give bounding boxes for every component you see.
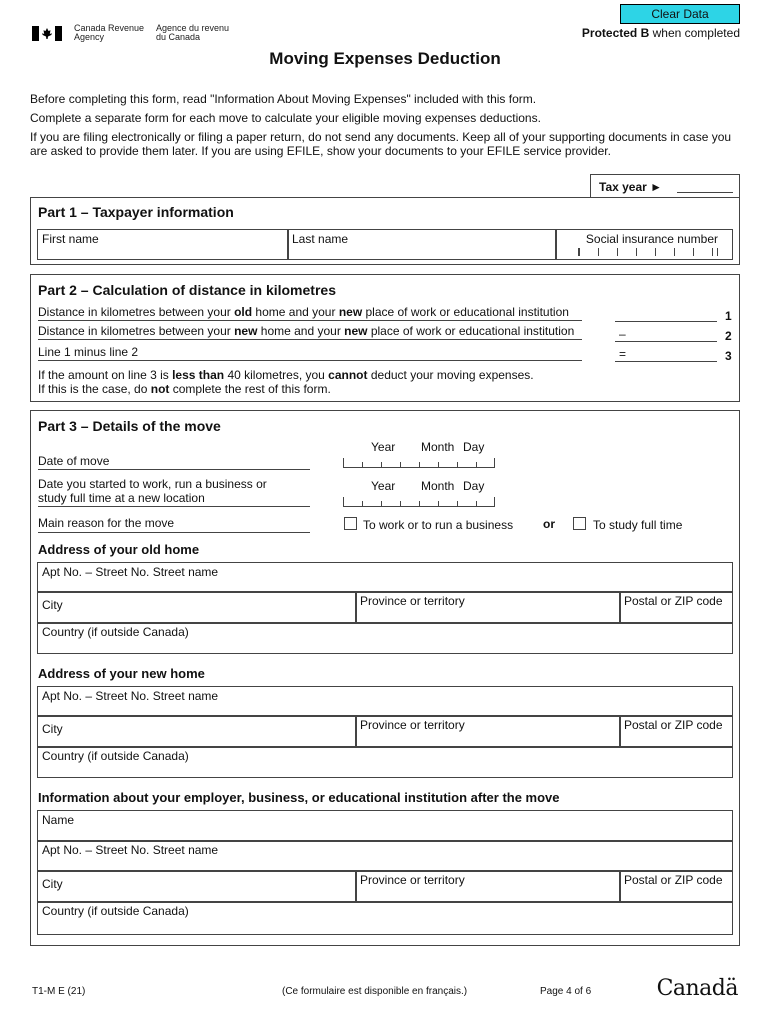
agency-name-en: Canada Revenue Agency	[74, 23, 145, 42]
employer-city-field[interactable]: City	[37, 870, 357, 903]
old-postal-field[interactable]: Postal or ZIP code	[619, 591, 733, 624]
employer-title: Information about your employer, business, or educational institution after the move	[38, 790, 560, 805]
old-country-field[interactable]: Country (if outside Canada)	[37, 622, 733, 654]
form-id: T1-M E (21)	[32, 986, 86, 997]
employer-postal-field[interactable]: Postal or ZIP code	[619, 870, 733, 903]
line2-number: 2	[725, 329, 732, 343]
new-street-field[interactable]: Apt No. – Street No. Street name	[37, 686, 733, 717]
line3-number: 3	[725, 349, 732, 363]
main-reason-label: Main reason for the move	[38, 516, 310, 533]
canada-wordmark-logo: Canadä	[656, 976, 738, 1001]
part2-line1-label: Distance in kilometres between your old home and your new place of work or educational institution	[38, 305, 582, 321]
line3-amount-input[interactable]	[615, 361, 717, 362]
new-province-field[interactable]: Province or territory	[355, 715, 621, 748]
form-title: Moving Expenses Deduction	[269, 49, 501, 68]
date2-day-label: Day	[463, 479, 485, 493]
employer-country-field[interactable]: Country (if outside Canada)	[37, 901, 733, 935]
minus-sign: –	[619, 327, 626, 341]
employer-province-field[interactable]: Province or territory	[355, 870, 621, 903]
tax-year-label: Tax year ►	[599, 180, 663, 194]
part2-note: If the amount on line 3 is less than 40 kilometres, you cannot deduct your moving expenses. If this is the case, do not complete the rest of this form.	[38, 368, 534, 396]
part2-section	[30, 274, 740, 402]
date-started-input[interactable]	[343, 497, 495, 507]
date-of-move-label: Date of move	[38, 454, 310, 470]
canada-flag-icon	[32, 26, 62, 41]
part3-title: Part 3 – Details of the move	[38, 418, 221, 434]
date-year-label: Year	[371, 440, 396, 454]
new-home-title: Address of your new home	[38, 666, 205, 681]
work-option-label: To work or to run a business	[363, 518, 514, 532]
protected-notice: Protected B when completed	[581, 26, 740, 40]
line1-number: 1	[725, 309, 732, 323]
sin-field[interactable]: Social insurance number	[555, 229, 733, 260]
date-of-move-input[interactable]	[343, 458, 495, 468]
date-day-label: Day	[463, 440, 485, 454]
equals-sign: =	[619, 347, 627, 361]
or-label: or	[543, 517, 555, 531]
date2-month-label: Month	[421, 479, 455, 493]
new-country-field[interactable]: Country (if outside Canada)	[37, 746, 733, 778]
old-province-field[interactable]: Province or territory	[355, 591, 621, 624]
old-street-field[interactable]: Apt No. – Street No. Street name	[37, 562, 733, 593]
old-city-field[interactable]: City	[37, 591, 357, 624]
employer-street-field[interactable]: Apt No. – Street No. Street name	[37, 840, 733, 872]
tax-year-box	[590, 174, 740, 198]
work-checkbox[interactable]	[344, 517, 357, 530]
tax-year-input[interactable]	[677, 192, 733, 193]
agency-name-fr: Agence du revenu du Canada	[156, 23, 230, 42]
clear-data-button[interactable]: Clear Data	[620, 4, 740, 24]
part1-section	[30, 197, 740, 265]
date-month-label: Month	[421, 440, 455, 454]
intro-line-1: Before completing this form, read "Information About Moving Expenses" included with this form.	[30, 92, 537, 106]
employer-name-field[interactable]: Name	[37, 810, 733, 842]
date2-year-label: Year	[371, 479, 396, 493]
part3-section	[30, 410, 740, 946]
part2-title: Part 2 – Calculation of distance in kilometres	[38, 282, 336, 298]
last-name-field[interactable]: Last name	[287, 229, 557, 260]
new-city-field[interactable]: City	[37, 715, 357, 748]
intro-line-3: If you are filing electronically or filing a paper return, do not send any documents. Keep all of your supporting documents in case you are asked to provide them later. If you are using EFILE, show your documents to your EFILE service provider.	[30, 130, 732, 158]
french-availability-note: (Ce formulaire est disponible en français.)	[282, 986, 468, 997]
intro-line-2: Complete a separate form for each move to calculate your eligible moving expenses deductions.	[30, 111, 541, 125]
line1-amount-input[interactable]	[615, 321, 717, 322]
first-name-field[interactable]: First name	[37, 229, 289, 260]
new-postal-field[interactable]: Postal or ZIP code	[619, 715, 733, 748]
study-checkbox[interactable]	[573, 517, 586, 530]
part2-line2-label: Distance in kilometres between your new home and your new place of work or educational institution	[38, 324, 582, 340]
part1-title: Part 1 – Taxpayer information	[38, 204, 234, 220]
study-option-label: To study full time	[593, 518, 683, 532]
part2-line3-label: Line 1 minus line 2	[38, 345, 582, 361]
line2-amount-input[interactable]	[615, 341, 717, 342]
sin-digit-ticks	[578, 248, 718, 256]
old-home-title: Address of your old home	[38, 542, 200, 557]
date-started-label: Date you started to work, run a business or study full time at a new location	[38, 477, 310, 507]
page-number: Page 4 of 6	[540, 986, 592, 997]
